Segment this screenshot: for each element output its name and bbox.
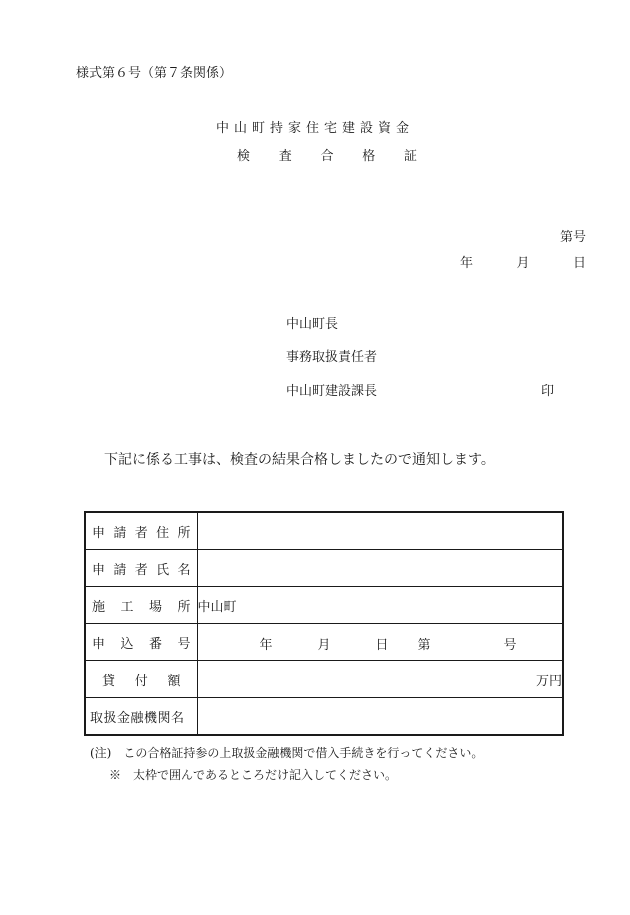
label-loan-amount [85,661,197,698]
label-applicant-name [85,550,197,587]
label-char: 請 [113,525,127,541]
app-month: 月 [317,638,331,653]
label-application-number [85,624,197,661]
subtitle-char: 査 [278,149,292,164]
seal-mark: 印 [541,384,555,399]
note-fill-instruction: ※ 太枠で囲んであるところだけ記入してください。 [109,768,398,782]
app-day: 日 [375,638,389,653]
document-subtitle [237,145,417,164]
notice-text: 下記に係る工事は、検査の結果合格しましたので通知します。 [104,452,495,468]
table-row [85,512,563,550]
date-day: 日 [572,256,586,271]
label-char: 住 [156,525,170,541]
label-char: 名 [177,562,191,578]
applicant-name-field[interactable] [197,550,563,587]
info-table [84,511,564,736]
label-financial-institution: 取扱金融機関名 [85,698,197,736]
subtitle-char: 格 [362,149,376,164]
label-char: 氏 [156,562,170,578]
label-char: 所 [177,599,191,615]
label-char: 込 [120,636,134,652]
applicant-address-field[interactable] [197,512,563,550]
addressee-officer: 事務取扱責任者 [286,350,378,365]
label-char: 所 [177,525,191,541]
subtitle-char: 検 [237,149,251,164]
table-row [85,587,563,624]
note-procedure: (注) この合格証持参の上取扱金融機関で借入手続きを行ってください。 [90,746,484,760]
label-char: 申 [92,525,106,541]
addressee-mayor: 中山町長 [286,317,339,332]
doc-number: 第号 [559,230,586,245]
label-char: 施 [92,599,106,615]
table-row [85,698,563,736]
app-go: 号 [503,638,517,653]
label-construction-site [85,587,197,624]
label-char: 号 [177,636,191,652]
table-row [85,624,563,661]
issue-date [460,252,586,271]
label-char: 番 [148,636,162,652]
application-number-field[interactable] [197,624,563,661]
label-char: 付 [134,673,148,689]
label-char: 工 [120,599,134,615]
subtitle-char: 合 [320,149,334,164]
table-row [85,550,563,587]
label-char: 者 [134,562,148,578]
label-char: 額 [167,673,181,689]
financial-institution-field[interactable] [197,698,563,736]
construction-site-field[interactable]: 中山町 [197,587,563,624]
label-char: 貸 [102,673,116,689]
document-title: 中山町持家住宅建設資金 [215,121,414,136]
date-month: 月 [516,256,530,271]
table-row [85,661,563,698]
loan-amount-field[interactable] [197,661,563,698]
addressee-section-chief: 中山町建設課長 [286,384,378,399]
unit-man-yen: 万円 [535,673,562,689]
label-char: 申 [92,562,106,578]
label-char: 者 [134,525,148,541]
label-char: 請 [113,562,127,578]
label-char: 場 [148,599,162,615]
label-char: 申 [92,636,106,652]
date-year: 年 [460,256,474,271]
label-applicant-address [85,512,197,550]
app-dai: 第 [417,638,431,653]
subtitle-char: 証 [403,149,417,164]
app-year: 年 [259,638,273,653]
form-number: 様式第６号（第７条関係） [76,66,233,81]
